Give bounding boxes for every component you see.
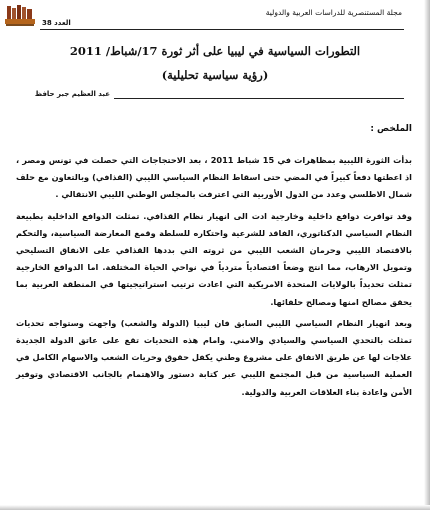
abstract-paragraph: بدأت الثورة الليبية بمظاهرات في 15 شباط 2011 ، بعد الاحتجاجات التي حصلت في تونس ومصر ، اذ اعطتها دفعاً كبيراً في المضي حتى اسقاط النظام السياسي الليبي (القذافي) وبالتعاون مع حلف شمال الاطلسي وعدد من الدول الأوربية التي اعترفت بالمجلس الوطني الليبي الانتقالي .	[16, 155, 412, 200]
author-divider	[114, 98, 404, 99]
abstract-paragraph: وبعد انهيار النظام السياسي الليبي السابق فان ليبيا (الدولة والشعب) واجهت وستواجه تحديات تمثلت بالتحدي السياسي والسيادي والامني. وامام هذه التحديات تقع على عاتق الدولة الجديدة علاجات لها عن طريق الاتفاق على مشروع وطني يكفل حقوق وحريات الشعب والاسهام الكامل في العملية السياسية من قبل المجتمع الليبي عبر كتابة دستور والاهتمام بالجانب الاقتصادي وتوفير الأمن واعادة بناء العلاقات العربية والدولية.	[16, 317, 412, 397]
header-divider	[40, 29, 404, 30]
article-subtitle: (رؤية سياسية تحليلية)	[161, 68, 269, 82]
journal-name: مجلة المستنصرية للدراسات العربية والدولية	[265, 8, 402, 17]
abstract-paragraph: وقد توافرت دوافع داخلية وخارجية ادت الى انهيار نظام القذافي. تمثلت الدوافع الداخلية بطبيعة النظام السياسي الدكتاتوري، الفاقد للشرعية واحتكاره للسلطة وقمع المعارضة السياسية، والتحكم بالاقتصاد الليبي وحرمان الشعب الليبي من ثروته التي بددها القذافي على الانفاق التسليحي وتمويل الارهاب، مما انتج وضعاً اقتصادياً متردياً في نواحي الحياة المختلفة. اما الدوافع الخارجية تمثلت تحديداً بالولايات المتحدة الامريكية التي اعادت ترتيب استراتيجيتها في المنطقة العربية بما يحقق مصالح امنها ومصالح حلفائها.	[16, 210, 412, 307]
books-logo-icon	[2, 2, 38, 28]
abstract-body	[16, 152, 412, 405]
abstract-heading: الملخص :	[370, 124, 412, 134]
article-title: التطورات السياسية في ليبيا على أثر ثورة 17/شباط/ 2011	[69, 44, 361, 58]
issue-label: العدد 38	[42, 19, 71, 27]
author-name: عبد العظيم جبر حافظ	[34, 90, 110, 98]
page-bottom-shadow	[0, 505, 430, 510]
page-edge-shadow	[424, 0, 430, 510]
